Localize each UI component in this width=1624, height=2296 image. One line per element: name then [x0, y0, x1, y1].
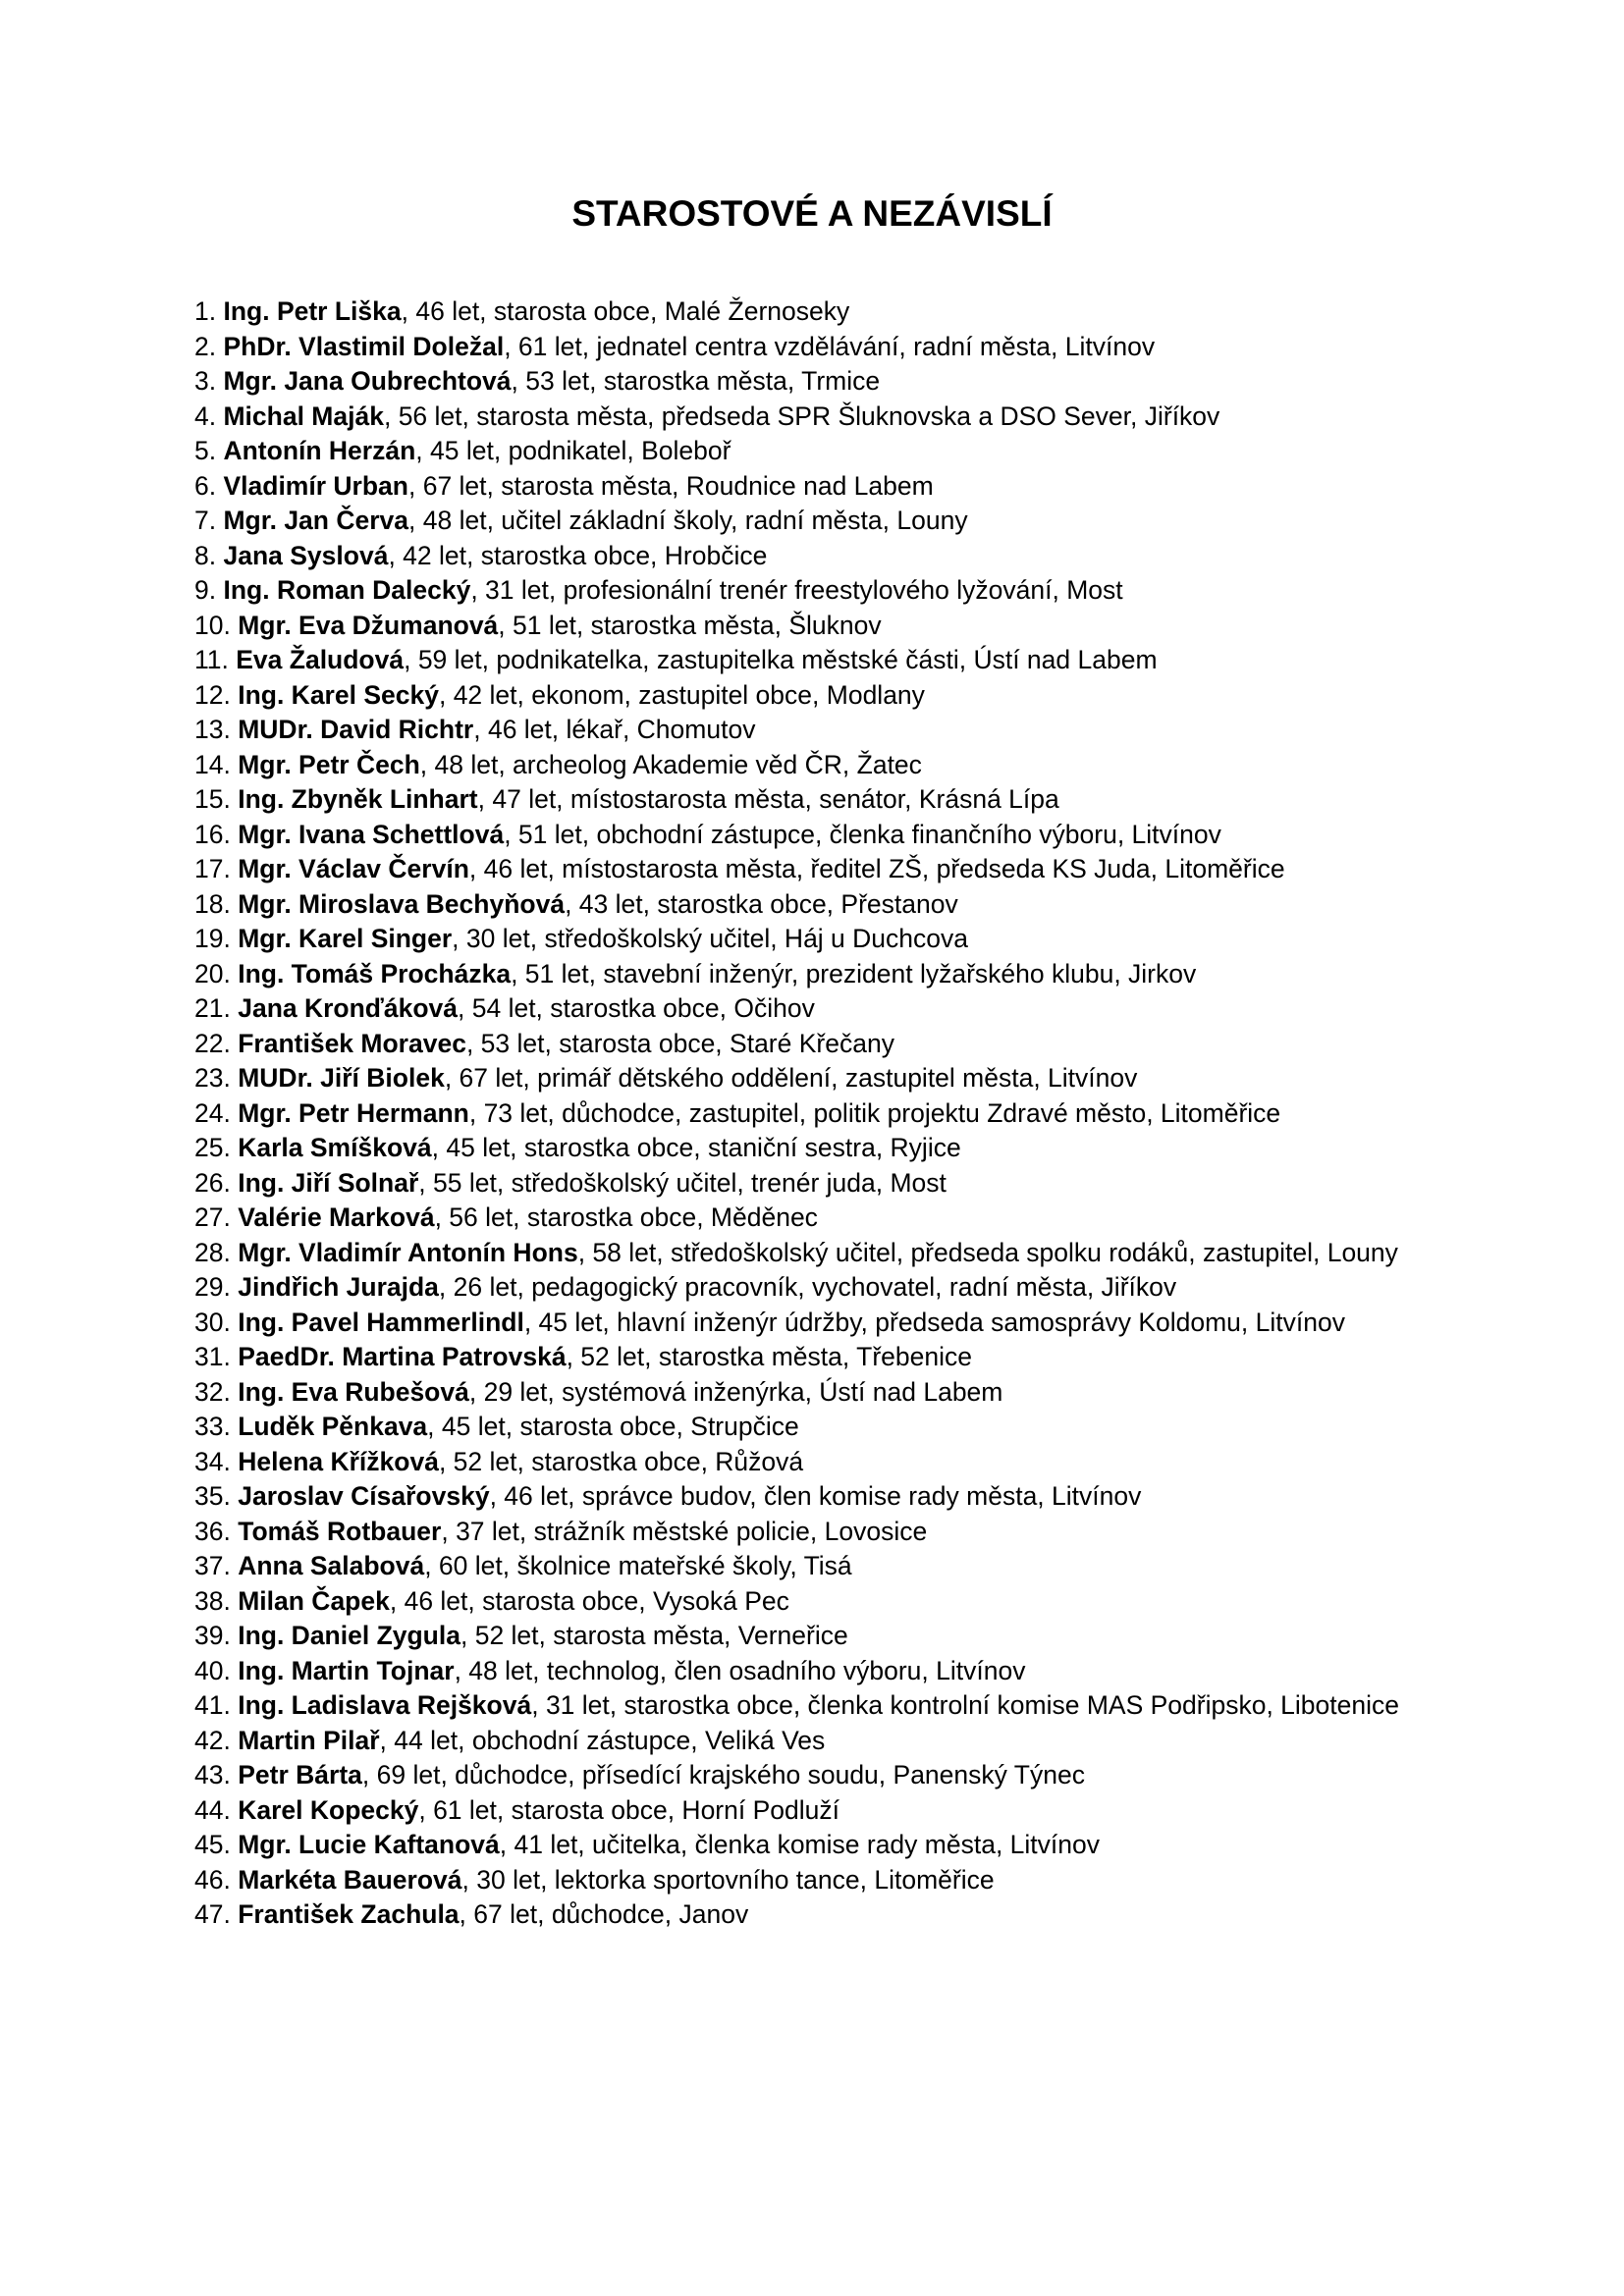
entry-number: 10.: [194, 610, 231, 640]
list-item: [194, 818, 1439, 853]
candidate-name: Ing. Tomáš Procházka: [238, 958, 512, 988]
list-item: [194, 782, 1439, 818]
candidate-name: Michal Maják: [223, 400, 384, 431]
entry-number: 13.: [194, 715, 231, 744]
entry-number: 43.: [194, 1760, 231, 1789]
candidate-details: , 51 let, stavební inženýr, prezident lyžařského klubu, Jirkov: [511, 958, 1197, 988]
candidate-details: , 73 let, důchodce, zastupitel, politik projektu Zdravé město, Litoměřice: [468, 1097, 1281, 1128]
list-item: [194, 713, 1439, 748]
entry-number: 12.: [194, 679, 231, 710]
list-item: [194, 678, 1439, 714]
candidate-name: Vladimír Urban: [223, 470, 408, 501]
entry-number: 42.: [194, 1725, 231, 1755]
candidate-name: Ing. Zbyněk Linhart: [238, 784, 478, 814]
entry-number: 3.: [194, 366, 217, 396]
entry-number: 7.: [194, 506, 217, 535]
list-item: [194, 364, 1439, 400]
candidate-name: Mgr. Vladimír Antonín Hons: [238, 1237, 578, 1267]
entry-number: 36.: [194, 1516, 231, 1546]
list-item: [194, 400, 1439, 435]
list-item: [194, 1201, 1439, 1236]
entry-number: 14.: [194, 749, 231, 779]
entry-number: 41.: [194, 1690, 231, 1720]
candidate-name: Luděk Pěnkava: [238, 1412, 428, 1441]
candidate-details: , 45 let, starosta obce, Strupčice: [427, 1412, 799, 1441]
candidate-details: , 42 let, starostka obce, Hrobčice: [388, 540, 768, 570]
candidate-details: , 42 let, ekonom, zastupitel obce, Modlany: [438, 679, 925, 710]
entry-number: 16.: [194, 819, 231, 849]
candidate-details: , 58 let, středoškolský učitel, předseda spolku rodáků, zastupitel, Louny: [577, 1237, 1398, 1267]
entry-number: 23.: [194, 1063, 231, 1093]
list-item: [194, 1096, 1439, 1132]
entry-number: 2.: [194, 331, 217, 361]
candidate-name: Ing. Pavel Hammerlindl: [238, 1307, 524, 1337]
candidate-name: Jindřich Jurajda: [238, 1272, 439, 1302]
candidate-details: , 46 let, starosta obce, Vysoká Pec: [389, 1585, 789, 1616]
entry-number: 32.: [194, 1376, 231, 1407]
candidate-name: Antonín Herzán: [223, 436, 416, 465]
list-item: [194, 887, 1439, 923]
candidate-details: , 52 let, starosta města, Verneřice: [460, 1621, 848, 1650]
list-item: [194, 1619, 1439, 1654]
candidate-details: , 52 let, starostka města, Třebenice: [566, 1342, 972, 1371]
list-item: [194, 643, 1439, 678]
candidate-details: , 43 let, starostka obce, Přestanov: [565, 888, 958, 919]
entry-number: 18.: [194, 888, 231, 919]
candidate-details: , 48 let, technolog, člen osadního výboru, Litvínov: [454, 1655, 1026, 1685]
list-item: [194, 1758, 1439, 1793]
candidate-name: Jana Syslová: [223, 540, 389, 570]
candidate-details: , 60 let, školnice mateřské školy, Tisá: [424, 1551, 852, 1580]
candidate-details: , 30 let, středoškolský učitel, Háj u Duchcova: [452, 924, 968, 953]
candidate-details: , 44 let, obchodní zástupce, Veliká Ves: [379, 1725, 826, 1755]
candidate-name: Mgr. Eva Džumanová: [238, 610, 499, 640]
entry-number: 37.: [194, 1551, 231, 1580]
list-item: [194, 573, 1439, 609]
candidate-details: , 67 let, důchodce, Janov: [459, 1899, 749, 1929]
list-item: [194, 1515, 1439, 1550]
entry-number: 5.: [194, 436, 217, 465]
list-item: [194, 469, 1439, 505]
candidate-name: Martin Pilař: [238, 1725, 380, 1755]
candidate-name: Mgr. Lucie Kaftanová: [238, 1830, 500, 1859]
candidate-details: , 48 let, učitel základní školy, radní města, Louny: [408, 506, 968, 535]
list-item: [194, 504, 1439, 539]
candidate-details: , 31 let, profesionální trenér freestylového lyžování, Most: [470, 575, 1123, 605]
list-item: [194, 1584, 1439, 1620]
entry-number: 31.: [194, 1342, 231, 1371]
list-item: [194, 1828, 1439, 1863]
page-title: STAROSTOVÉ A NEZÁVISLÍ: [571, 193, 1053, 234]
candidate-details: , 45 let, hlavní inženýr údržby, předseda samosprávy Koldomu, Litvínov: [523, 1307, 1345, 1337]
entry-number: 46.: [194, 1864, 231, 1895]
candidate-details: , 48 let, archeolog Akademie věd ČR, Žatec: [419, 749, 922, 779]
candidate-details: , 47 let, místostarosta města, senátor, Krásná Lípa: [477, 784, 1059, 814]
list-item: [194, 1270, 1439, 1306]
candidate-name: Jaroslav Císařovský: [238, 1481, 490, 1511]
candidate-details: , 69 let, důchodce, přísedící krajského soudu, Panenský Týnec: [361, 1760, 1085, 1789]
candidate-details: , 56 let, starostka obce, Měděnec: [434, 1202, 818, 1232]
candidate-name: MUDr. Jiří Biolek: [238, 1063, 445, 1093]
candidate-name: Mgr. Václav Červín: [238, 854, 469, 883]
candidate-details: , 52 let, starostka obce, Růžová: [438, 1446, 804, 1476]
list-item: [194, 1375, 1439, 1411]
entry-number: 45.: [194, 1830, 231, 1859]
entry-number: 26.: [194, 1167, 231, 1198]
candidate-name: PaedDr. Martina Patrovská: [238, 1342, 567, 1371]
candidate-name: Ing. Daniel Zygula: [238, 1621, 460, 1650]
list-item: [194, 330, 1439, 365]
candidate-details: , 31 let, starostka obce, členka kontrolní komise MAS Podřipsko, Libotenice: [531, 1690, 1399, 1720]
entry-number: 38.: [194, 1585, 231, 1616]
entry-number: 19.: [194, 924, 231, 953]
list-item: [194, 957, 1439, 992]
entry-number: 27.: [194, 1202, 231, 1232]
entry-number: 28.: [194, 1237, 231, 1267]
list-item: [194, 852, 1439, 887]
entry-number: 17.: [194, 854, 231, 883]
candidate-details: , 46 let, lékař, Chomutov: [473, 715, 756, 744]
candidate-details: , 67 let, starosta města, Roudnice nad Labem: [407, 470, 934, 501]
candidate-name: Milan Čapek: [238, 1585, 390, 1616]
candidate-name: Ing. Ladislava Rejšková: [238, 1690, 532, 1720]
candidate-name: Mgr. Jana Oubrechtová: [223, 366, 512, 396]
list-item: [194, 294, 1439, 330]
entry-number: 44.: [194, 1794, 231, 1825]
candidate-name: Mgr. Petr Hermann: [238, 1097, 469, 1128]
list-item: [194, 1897, 1439, 1933]
entry-number: 11.: [194, 645, 229, 674]
candidate-name: František Zachula: [238, 1899, 460, 1929]
list-item: [194, 1479, 1439, 1515]
candidate-details: , 37 let, strážník městské policie, Lovosice: [441, 1516, 928, 1546]
candidate-details: , 56 let, starosta města, předseda SPR Šluknovska a DSO Sever, Jiříkov: [383, 400, 1220, 431]
candidate-details: , 30 let, lektorka sportovního tance, Litoměřice: [461, 1864, 995, 1895]
entry-number: 6.: [194, 470, 217, 501]
candidate-details: , 45 let, starostka obce, staniční sestra, Ryjice: [431, 1133, 961, 1162]
candidate-name: Karla Smíšková: [238, 1133, 432, 1162]
candidate-name: Mgr. Miroslava Bechyňová: [238, 888, 566, 919]
entry-number: 39.: [194, 1621, 231, 1650]
list-item: [194, 1793, 1439, 1829]
candidate-name: Valérie Marková: [238, 1202, 435, 1232]
candidate-details: , 46 let, místostarosta města, ředitel ZŠ, předseda KS Juda, Litoměřice: [468, 854, 1285, 883]
candidate-name: Tomáš Rotbauer: [238, 1516, 442, 1546]
list-item: [194, 1166, 1439, 1201]
candidate-name: Ing. Karel Secký: [238, 679, 439, 710]
candidate-name: Ing. Petr Liška: [223, 296, 402, 326]
candidate-name: Jana Kronďáková: [238, 993, 458, 1023]
entry-number: 35.: [194, 1481, 231, 1511]
list-item: [194, 748, 1439, 783]
list-item: [194, 1306, 1439, 1341]
candidate-name: Markéta Bauerová: [238, 1864, 462, 1895]
list-item: [194, 1340, 1439, 1375]
entry-number: 22.: [194, 1028, 231, 1058]
candidate-name: František Moravec: [238, 1028, 466, 1058]
list-item: [194, 1027, 1439, 1062]
entry-number: 1.: [194, 296, 217, 326]
candidate-name: Ing. Eva Rubešová: [238, 1376, 469, 1407]
candidate-name: Ing. Jiří Solnař: [238, 1167, 419, 1198]
candidate-list: [194, 294, 1439, 1933]
candidate-name: Karel Kopecký: [238, 1794, 419, 1825]
entry-number: 9.: [194, 575, 217, 605]
candidate-details: , 61 let, starosta obce, Horní Podluží: [418, 1794, 839, 1825]
list-item: [194, 1688, 1439, 1724]
entry-number: 40.: [194, 1655, 231, 1685]
candidate-name: Ing. Martin Tojnar: [238, 1655, 455, 1685]
candidate-name: Mgr. Petr Čech: [238, 749, 420, 779]
candidate-details: , 26 let, pedagogický pracovník, vychovatel, radní města, Jiříkov: [438, 1272, 1177, 1302]
candidate-name: Mgr. Karel Singer: [238, 924, 453, 953]
candidate-details: , 41 let, učitelka, členka komise rady města, Litvínov: [499, 1830, 1100, 1859]
entry-number: 25.: [194, 1133, 231, 1162]
entry-number: 24.: [194, 1097, 231, 1128]
entry-number: 4.: [194, 400, 217, 431]
candidate-name: PhDr. Vlastimil Doležal: [223, 331, 505, 361]
candidate-name: Anna Salabová: [238, 1551, 425, 1580]
candidate-details: , 29 let, systémová inženýrka, Ústí nad Labem: [468, 1376, 1003, 1407]
candidate-name: Mgr. Ivana Schettlová: [238, 819, 505, 849]
candidate-details: , 59 let, podnikatelka, zastupitelka městské části, Ústí nad Labem: [404, 645, 1158, 674]
entry-number: 47.: [194, 1899, 231, 1929]
list-item: [194, 1131, 1439, 1166]
candidate-details: , 46 let, správce budov, člen komise rady města, Litvínov: [489, 1481, 1142, 1511]
candidate-name: Petr Bárta: [238, 1760, 362, 1789]
candidate-details: , 51 let, obchodní zástupce, členka finančního výboru, Litvínov: [504, 819, 1221, 849]
candidate-details: , 45 let, podnikatel, Boleboř: [415, 436, 731, 465]
candidate-details: , 46 let, starosta obce, Malé Žernoseky: [401, 296, 850, 326]
entry-number: 15.: [194, 784, 231, 814]
list-item: [194, 539, 1439, 574]
list-item: [194, 1863, 1439, 1898]
entry-number: 21.: [194, 993, 231, 1023]
candidate-details: , 55 let, středoškolský učitel, trenér juda, Most: [418, 1167, 947, 1198]
candidate-name: Ing. Roman Dalecký: [223, 575, 471, 605]
candidate-details: , 67 let, primář dětského oddělení, zastupitel města, Litvínov: [444, 1063, 1138, 1093]
entry-number: 33.: [194, 1412, 231, 1441]
entry-number: 8.: [194, 540, 217, 570]
candidate-name: Eva Žaludová: [236, 645, 405, 674]
list-item: [194, 1724, 1439, 1759]
entry-number: 34.: [194, 1446, 231, 1476]
list-item: [194, 1445, 1439, 1480]
list-item: [194, 1549, 1439, 1584]
candidate-details: , 61 let, jednatel centra vzdělávání, radní města, Litvínov: [504, 331, 1156, 361]
candidate-name: MUDr. David Richtr: [238, 715, 474, 744]
list-item: [194, 1654, 1439, 1689]
entry-number: 20.: [194, 958, 231, 988]
list-item: [194, 922, 1439, 957]
list-item: [194, 1410, 1439, 1445]
candidate-name: Helena Křížková: [238, 1446, 439, 1476]
entry-number: 30.: [194, 1307, 231, 1337]
candidate-name: Mgr. Jan Červa: [223, 506, 409, 535]
list-item: [194, 991, 1439, 1027]
list-item: [194, 1061, 1439, 1096]
candidate-details: , 51 let, starostka města, Šluknov: [498, 610, 882, 640]
candidate-details: , 54 let, starostka obce, Očihov: [458, 993, 815, 1023]
list-item: [194, 1236, 1439, 1271]
candidate-details: , 53 let, starostka města, Trmice: [511, 366, 881, 396]
entry-number: 29.: [194, 1272, 231, 1302]
list-item: [194, 434, 1439, 469]
candidate-details: , 53 let, starosta obce, Staré Křečany: [465, 1028, 894, 1058]
list-item: [194, 609, 1439, 644]
